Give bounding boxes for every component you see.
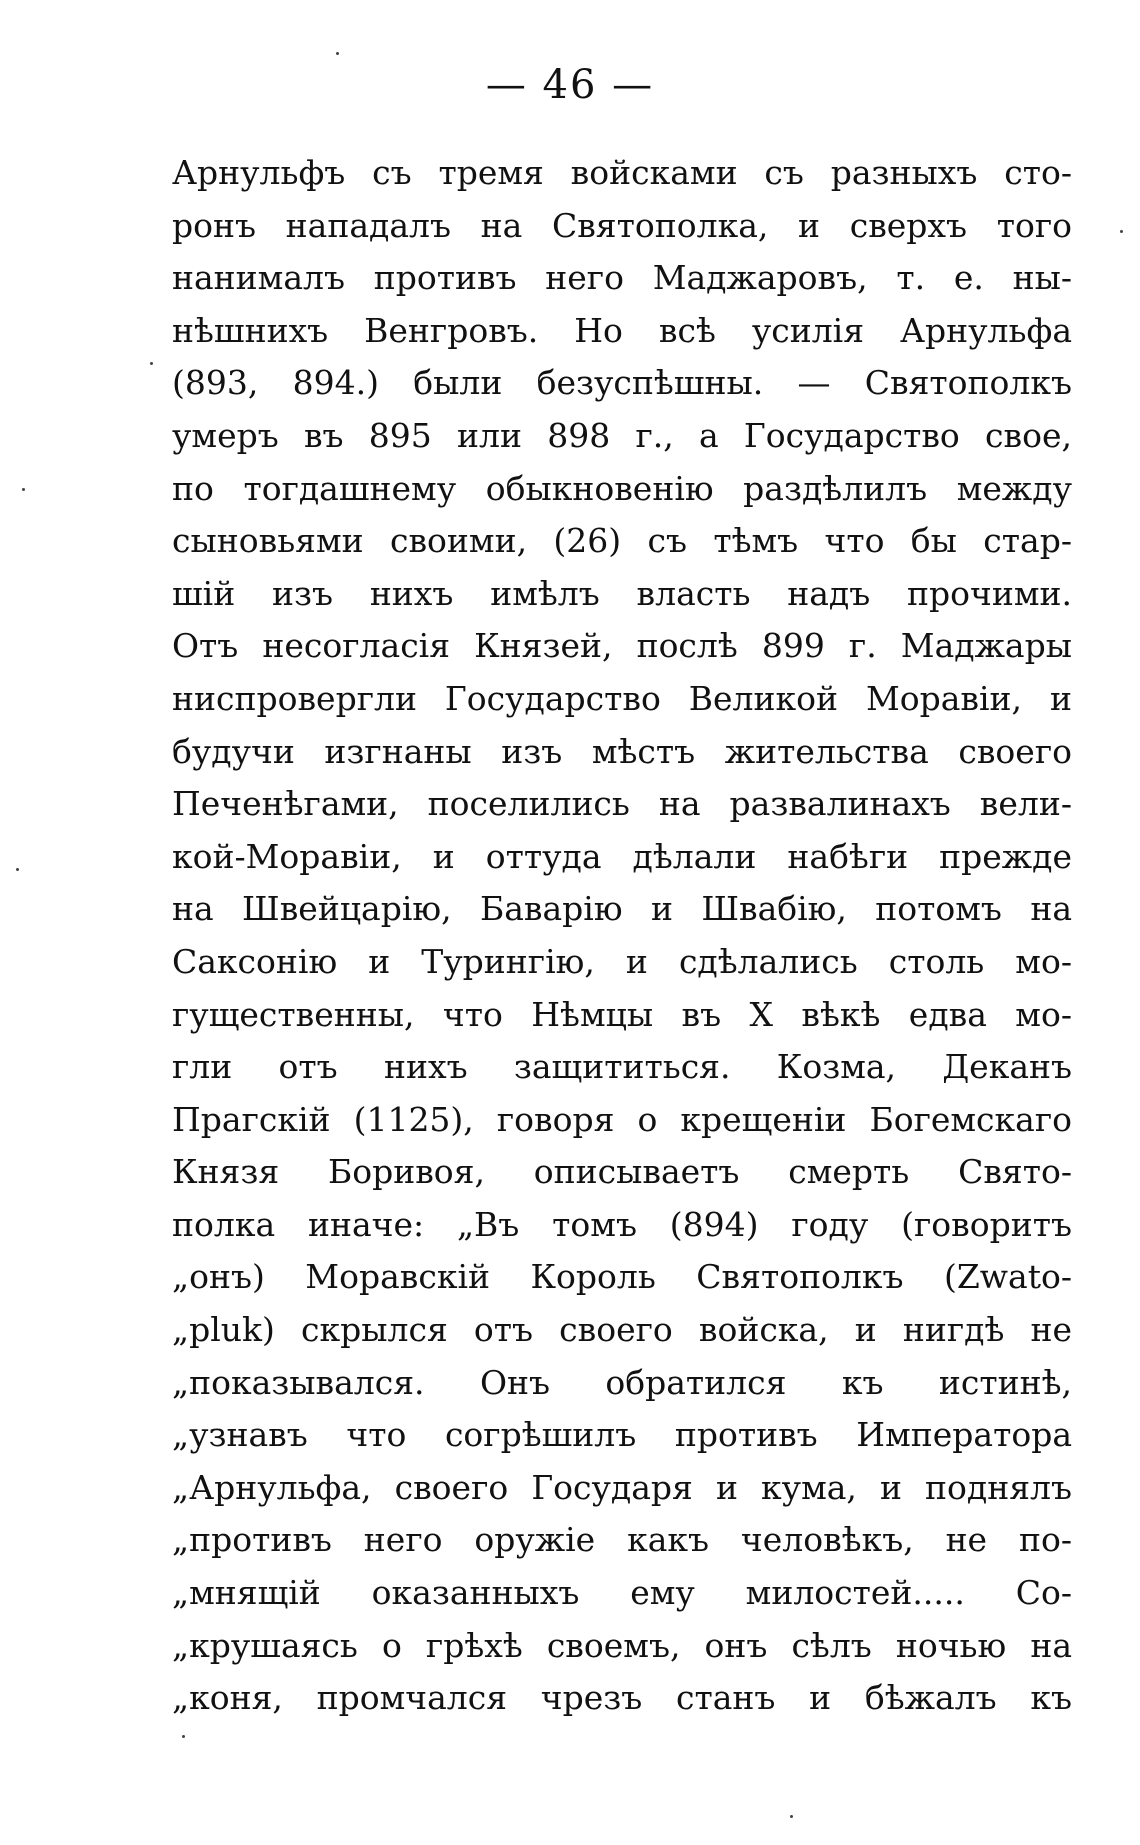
text-line: Печенѣгами, поселились на развалинахъ вели- — [172, 784, 1072, 824]
text-line: „pluk) скрылся отъ своего войска, и нигдѣ не — [172, 1310, 1072, 1350]
text-line: „коня, промчался чрезъ станъ и бѣжалъ къ — [172, 1678, 1072, 1718]
text-line: „крушаясь о грѣхѣ своемъ, онъ сѣлъ ночью на — [172, 1625, 1072, 1665]
text-line: ронъ нападалъ на Святополка, и сверхъ того — [172, 205, 1072, 245]
text-line: кой-Моравіи, и оттуда дѣлали набѣги прежде — [172, 836, 1072, 876]
text-line: „противъ него оружіе какъ человѣкъ, не по- — [172, 1520, 1072, 1560]
text-line: Князя Боривоя, описываетъ смерть Свято- — [172, 1152, 1072, 1192]
text-line: Арнульфъ съ тремя войсками съ разныхъ сто- — [172, 153, 1072, 192]
scan-speck — [150, 362, 153, 365]
text-line: нанималъ противъ него Маджаровъ, т. е. ны- — [172, 258, 1072, 298]
text-line: Прагскій (1125), говоря о крещеніи Богемскаго — [172, 1099, 1072, 1139]
text-line: полка иначе: „Въ томъ (894) году (говоритъ — [172, 1204, 1072, 1244]
text-line: сыновьями своими, (26) съ тѣмъ что бы стар- — [172, 521, 1072, 561]
scan-speck — [336, 52, 339, 55]
text-line: будучи изгнаны изъ мѣстъ жительства своего — [172, 731, 1072, 771]
body-text — [172, 147, 1072, 1725]
text-line: гли отъ нихъ защититься. Козма, Деканъ — [172, 1047, 1072, 1087]
scan-speck — [22, 488, 25, 491]
text-line: Отъ несогласія Князей, послѣ 899 г. Маджары — [172, 626, 1072, 666]
page-number: — 46 — — [485, 62, 655, 108]
text-line: „мнящій оказанныхъ ему милостей..... Со- — [172, 1573, 1072, 1613]
text-line: Саксонію и Турингію, и сдѣлались столь мо- — [172, 941, 1072, 981]
scan-speck — [790, 1815, 793, 1818]
text-line: „онъ) Моравскій Король Святополкъ (Zwato- — [172, 1257, 1072, 1297]
text-line: на Швейцарію, Баварію и Швабію, потомъ на — [172, 889, 1072, 929]
text-line: шій изъ нихъ имѣлъ власть надъ прочими. — [172, 573, 1072, 613]
text-line: нѣшнихъ Венгровъ. Но всѣ усилія Арнульфа — [172, 310, 1072, 350]
text-line: „узнавъ что согрѣшилъ противъ Императора — [172, 1415, 1072, 1455]
text-line: (893, 894.) были безуспѣшны. — Святополкъ — [172, 363, 1072, 403]
text-line: ниспровергли Государство Великой Моравіи, и — [172, 678, 1072, 718]
text-line: гущественны, что Нѣмцы въ X вѣкѣ едва мо- — [172, 994, 1072, 1034]
scan-speck — [182, 1735, 185, 1738]
text-line: „Арнульфа, своего Государя и кума, и поднялъ — [172, 1467, 1072, 1507]
text-line: умеръ въ 895 или 898 г., а Государство свое, — [172, 415, 1072, 455]
scan-speck — [1120, 230, 1123, 233]
text-line: „показывался. Онъ обратился къ истинѣ, — [172, 1362, 1072, 1402]
scan-speck — [16, 868, 19, 871]
text-line: по тогдашнему обыкновенію раздѣлилъ между — [172, 468, 1072, 508]
